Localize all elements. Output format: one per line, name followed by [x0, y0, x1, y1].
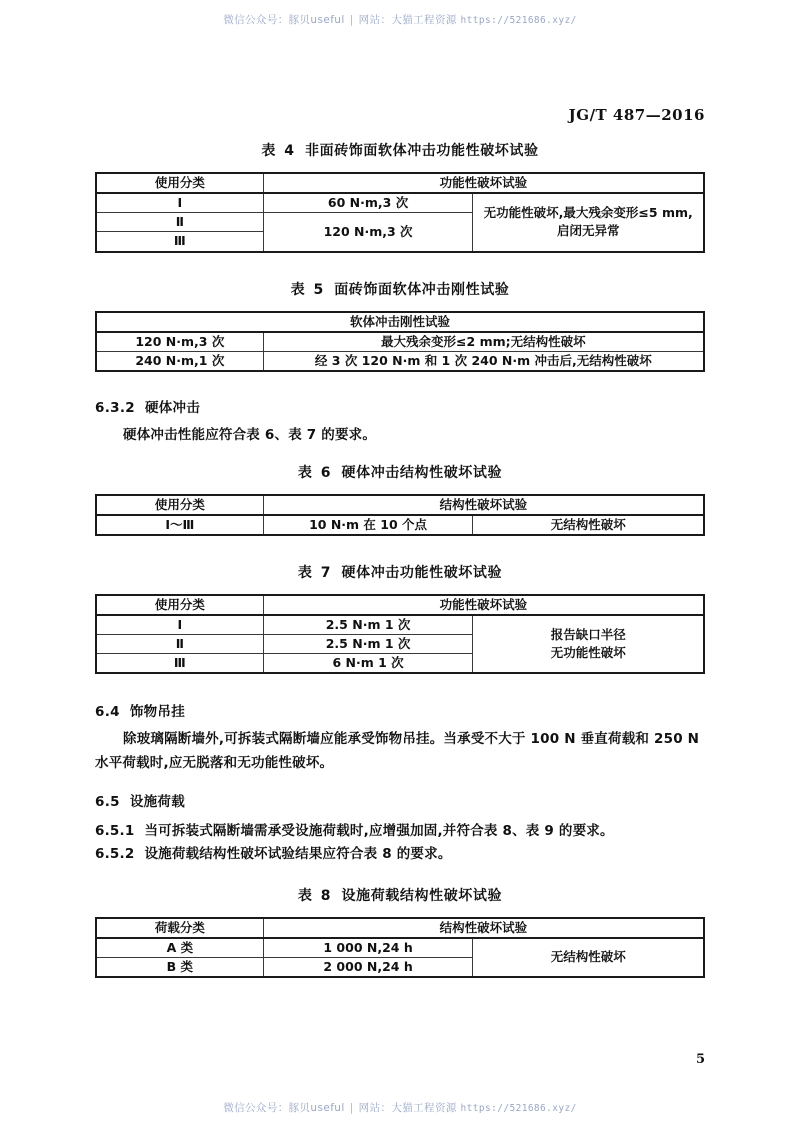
table-row	[96, 332, 704, 352]
table-4-energy-1: 60 N·m,3 次	[263, 193, 473, 213]
watermark-account-bottom: 豚贝useful	[288, 1102, 345, 1114]
table-5-result-1: 最大残余变形≤2 mm;无结构性破坏	[263, 332, 704, 352]
table-6-title: 硬体冲击结构性破坏试验	[341, 464, 503, 481]
table-7-result-line2: 无功能性破坏	[550, 645, 626, 661]
section-6-5-2	[95, 843, 705, 867]
watermark-top	[0, 12, 800, 27]
table-4-class-2: Ⅱ	[96, 213, 263, 232]
table-6-class-1: Ⅰ～Ⅲ	[96, 515, 263, 535]
table-row	[96, 595, 704, 615]
page-number: 5	[695, 1052, 705, 1067]
table-8-header-test: 结构性破坏试验	[263, 918, 704, 938]
section-6-5-2-text: 设施荷载结构性破坏试验结果应符合表 8 的要求。	[144, 846, 452, 863]
section-6-4-title: 饰物吊挂	[129, 704, 186, 721]
section-6-3-2-body: 硬体冲击性能应符合表 6、表 7 的要求。	[123, 426, 377, 443]
table-8-result: 无结构性破坏	[473, 938, 704, 977]
table-7-title: 硬体冲击功能性破坏试验	[341, 564, 503, 581]
table-5-header: 软体冲击刚性试验	[96, 312, 704, 332]
section-6-5-1-number: 6.5.1	[95, 822, 135, 839]
section-6-3-2-heading	[95, 396, 705, 416]
watermark-wechat-label: 微信公众号：	[223, 14, 289, 26]
watermark-url-bottom: https://521686.xyz/	[460, 1103, 577, 1114]
table-row	[96, 938, 704, 958]
table-8-label: 表 8	[297, 887, 333, 904]
table-6-result-1: 无结构性破坏	[473, 515, 704, 535]
watermark-separator-bottom: |	[349, 1102, 354, 1114]
table-row	[96, 173, 704, 193]
table-5-energy-2: 240 N·m,1 次	[96, 351, 263, 371]
section-6-5-2-number: 6.5.2	[95, 846, 135, 863]
table-6-energy-1: 10 N·m 在 10 个点	[263, 515, 473, 535]
section-6-5-1-text: 当可拆装式隔断墙需承受设施荷载时,应增强加固,并符合表 8、表 9 的要求。	[144, 822, 614, 839]
table-7-header-class: 使用分类	[96, 595, 263, 615]
table-5-caption	[95, 279, 705, 299]
table-4-header-class: 使用分类	[96, 173, 263, 193]
section-6-4-heading	[95, 700, 705, 720]
table-8-header-class: 荷载分类	[96, 918, 263, 938]
table-4-title: 非面砖饰面软体冲击功能性破坏试验	[305, 143, 539, 159]
table-6-header-test: 结构性破坏试验	[263, 495, 704, 515]
table-8-load-1: 1 000 N,24 h	[263, 938, 473, 958]
table-8-class-1: A 类	[96, 938, 263, 958]
table-8-class-2: B 类	[96, 958, 263, 978]
table-6	[95, 494, 705, 536]
watermark-site-label-bottom: 网站：	[358, 1102, 392, 1114]
table-8-load-2: 2 000 N,24 h	[263, 958, 473, 978]
table-row	[96, 495, 704, 515]
section-6-5-1	[95, 820, 705, 844]
table-row	[96, 193, 704, 213]
watermark-wechat-label-bottom: 微信公众号：	[223, 1102, 289, 1114]
table-6-caption	[95, 462, 705, 482]
table-7-class-2: Ⅱ	[96, 635, 263, 654]
section-6-5-number: 6.5	[95, 793, 120, 810]
table-5-title: 面砖饰面软体冲击刚性试验	[334, 281, 510, 298]
table-row	[96, 615, 704, 635]
table-7-energy-1: 2.5 N·m 1 次	[263, 615, 473, 635]
section-6-5-title: 设施荷载	[129, 793, 186, 810]
section-6-4-number: 6.4	[95, 704, 120, 721]
watermark-url: https://521686.xyz/	[460, 15, 577, 26]
table-7-result	[473, 615, 704, 673]
table-8	[95, 917, 705, 978]
table-5-result-2: 经 3 次 120 N·m 和 1 次 240 N·m 冲击后,无结构性破坏	[263, 351, 704, 371]
table-4-header-test: 功能性破坏试验	[263, 173, 704, 193]
table-6-header-class: 使用分类	[96, 495, 263, 515]
table-4-result	[473, 193, 704, 251]
table-4-result-line1: 无功能性破坏,最大残余变形≤5 mm,	[483, 205, 693, 221]
table-4	[95, 172, 705, 253]
table-8-title: 设施荷载结构性破坏试验	[341, 887, 503, 904]
table-4-result-line2: 启闭无异常	[556, 223, 620, 239]
section-6-3-2-number: 6.3.2	[95, 399, 135, 416]
table-7-result-line1: 报告缺口半径	[550, 626, 626, 642]
table-7	[95, 594, 705, 675]
table-7-energy-2: 2.5 N·m 1 次	[263, 635, 473, 654]
table-4-class-3: Ⅲ	[96, 232, 263, 252]
table-7-caption	[95, 562, 705, 582]
table-7-header-test: 功能性破坏试验	[263, 595, 704, 615]
table-7-label: 表 7	[297, 564, 333, 581]
table-5-label: 表 5	[290, 281, 326, 298]
standard-number: JG/T 487—2016	[568, 106, 705, 124]
table-row	[96, 918, 704, 938]
table-6-label: 表 6	[297, 464, 333, 481]
table-7-energy-3: 6 N·m 1 次	[263, 654, 473, 674]
section-6-5-heading	[95, 790, 705, 810]
table-4-energy-2: 120 N·m,3 次	[263, 213, 473, 252]
watermark-separator: |	[349, 14, 354, 26]
table-4-class-1: Ⅰ	[96, 193, 263, 213]
watermark-site-label: 网站：	[358, 14, 392, 26]
watermark-site-name: 大猫工程资源	[391, 14, 457, 26]
table-5	[95, 311, 705, 372]
section-6-3-2-title: 硬体冲击	[144, 399, 201, 416]
table-5-energy-1: 120 N·m,3 次	[96, 332, 263, 352]
table-row	[96, 312, 704, 332]
table-8-caption	[95, 885, 705, 905]
table-row	[96, 351, 704, 371]
watermark-account: 豚贝useful	[288, 14, 345, 26]
watermark-bottom	[0, 1100, 800, 1115]
table-7-class-3: Ⅲ	[96, 654, 263, 674]
watermark-site-name-bottom: 大猫工程资源	[391, 1102, 457, 1114]
section-6-4-body: 除玻璃隔断墙外,可拆装式隔断墙应能承受饰物吊挂。当承受不大于 100 N 垂直荷载和 250 N 水平荷载时,应无脱落和无功能性破坏。	[95, 731, 700, 771]
table-7-class-1: Ⅰ	[96, 615, 263, 635]
table-4-label: 表 4	[261, 143, 296, 159]
document-content	[95, 140, 705, 978]
table-row	[96, 515, 704, 535]
table-4-caption	[95, 140, 705, 160]
